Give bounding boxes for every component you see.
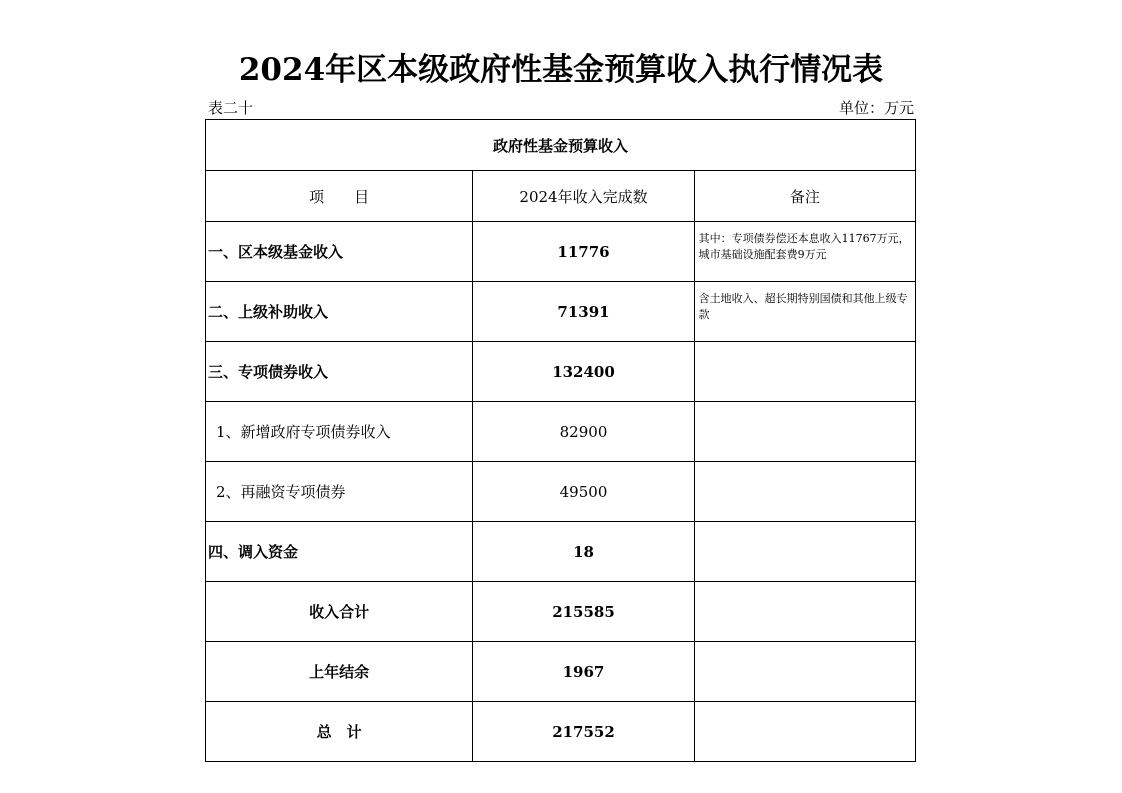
table-number: 表二十	[208, 99, 254, 117]
row-note	[694, 462, 915, 522]
row-amount: 11776	[473, 222, 694, 282]
row-amount: 18	[473, 522, 694, 582]
table-row	[206, 282, 916, 342]
row-amount: 71391	[473, 282, 694, 342]
table-row	[206, 462, 916, 522]
table-row	[206, 402, 916, 462]
table-row	[206, 222, 916, 282]
row-note	[694, 702, 915, 762]
table-row	[206, 522, 916, 582]
row-item: 1、新增政府专项债券收入	[206, 402, 473, 462]
page-title: 2024年区本级政府性基金预算收入执行情况表	[238, 52, 884, 88]
section-header: 政府性基金预算收入	[206, 120, 916, 171]
row-note: 其中：专项债券偿还本息收入11767万元，城市基础设施配套费9万元	[694, 222, 915, 282]
column-header-item: 项 目	[206, 171, 473, 222]
row-item: 一、区本级基金收入	[206, 222, 473, 282]
column-header-amount: 2024年收入完成数	[473, 171, 694, 222]
table-row	[206, 702, 916, 762]
row-amount: 82900	[473, 402, 694, 462]
column-header-note: 备注	[694, 171, 915, 222]
row-item: 上年结余	[206, 642, 473, 702]
row-note	[694, 642, 915, 702]
row-note	[694, 402, 915, 462]
row-item: 三、专项债券收入	[206, 342, 473, 402]
table-row	[206, 642, 916, 702]
row-item: 2、再融资专项债券	[206, 462, 473, 522]
row-amount: 217552	[473, 702, 694, 762]
row-item: 总 计	[206, 702, 473, 762]
row-item: 二、上级补助收入	[206, 282, 473, 342]
row-note: 含土地收入、超长期特别国债和其他上级专款	[694, 282, 915, 342]
table-row	[206, 342, 916, 402]
row-item: 四、调入资金	[206, 522, 473, 582]
section-header-row	[206, 120, 916, 171]
budget-table	[205, 119, 916, 762]
row-amount: 215585	[473, 582, 694, 642]
row-note	[694, 582, 915, 642]
column-header-row	[206, 171, 916, 222]
row-item: 收入合计	[206, 582, 473, 642]
unit-label: 单位：万元	[838, 99, 914, 117]
row-note	[694, 522, 915, 582]
row-amount: 1967	[473, 642, 694, 702]
row-note	[694, 342, 915, 402]
table-row	[206, 582, 916, 642]
row-amount: 49500	[473, 462, 694, 522]
row-amount: 132400	[473, 342, 694, 402]
